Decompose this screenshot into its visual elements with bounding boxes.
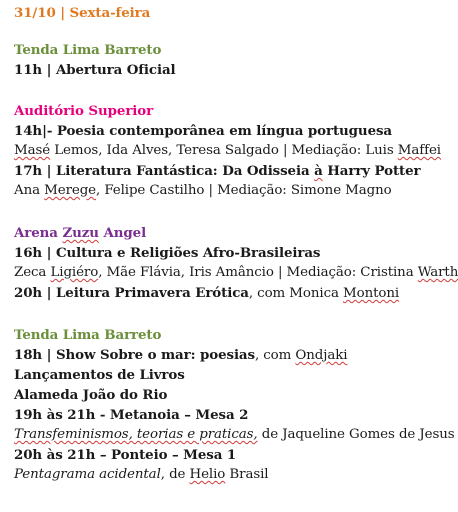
name-mase: Masé [14,143,51,158]
event-title: 20h | Leitura Primavera Erótica [14,285,249,301]
participants-text: , Felipe Castilho | Mediação: Simone Magno [96,183,392,198]
word-a-crase: à [314,163,323,179]
venue-tenda-lima-barreto: Tenda Lima Barreto [14,42,162,58]
book-author: Brasil [225,467,269,482]
participants-text: Zeca [14,265,51,280]
name-ligiero: Ligiéro [50,265,99,280]
alameda-heading: Alameda João do Rio [14,387,168,403]
launch-ponteio: 20h às 21h – Ponteio – Mesa 1 [14,447,237,463]
event-leitura-primavera [14,284,399,303]
event-poesia-contemporanea: 14h|- Poesia contemporânea em língua portuguesa [14,123,392,139]
date-header: 31/10 | Sexta-feira [14,5,151,21]
venue-auditorio-superior: Auditório Superior [14,103,154,119]
participants-text: , com Monica [248,286,344,301]
event-title-part: Harry Potter [322,163,421,179]
venue-tenda-lima-barreto-2: Tenda Lima Barreto [14,327,162,343]
venue-part: Angel [98,225,147,241]
name-warth: Warth [417,265,458,280]
event-cultura-religioes: 16h | Cultura e Religiões Afro-Brasileiras [14,245,321,261]
name-helio: Helio [189,467,226,482]
book-author: de Jaqueline Gomes de Jesus [257,427,455,442]
event-title: 18h | Show Sobre o mar: poesias [14,347,255,363]
event-title-part: 17h | Literatura Fantástica: Da Odisseia [14,163,315,179]
book-author: , de [160,467,190,482]
event-poesia-participants [14,142,441,160]
event-literatura-fantastica [14,162,421,180]
participants-text: , Mãe Flávia, Iris Amâncio | Mediação: Cristina [98,265,418,280]
launch-metanoia-book [14,426,455,444]
event-literatura-participants [14,182,392,200]
name-ondjaki: Ondjaki [295,348,348,363]
book-title: Pentagrama acidental [14,467,161,482]
lancamentos-heading: Lançamentos de Livros [14,367,185,383]
launch-ponteio-book [14,466,268,484]
book-title: Transfeminismos, teorias e praticas, [14,427,258,442]
event-abertura-oficial: 11h | Abertura Oficial [14,62,176,78]
name-maffei: Maffei [397,143,441,158]
participants-text: , com [254,348,296,363]
venue-arena-zuzu-angel [14,224,146,242]
name-merege: Merege [44,183,96,198]
event-show-sobre-o-mar [14,346,347,365]
venue-part: Arena [14,225,63,241]
name-zuzu: Zuzu [62,225,99,241]
participants-text: Lemos, Ida Alves, Teresa Salgado | Mediação: Luis [50,143,398,158]
name-montoni: Montoni [343,286,400,301]
event-cultura-participants [14,264,458,282]
participants-text: Ana [14,183,45,198]
launch-metanoia: 19h às 21h - Metanoia – Mesa 2 [14,407,249,423]
